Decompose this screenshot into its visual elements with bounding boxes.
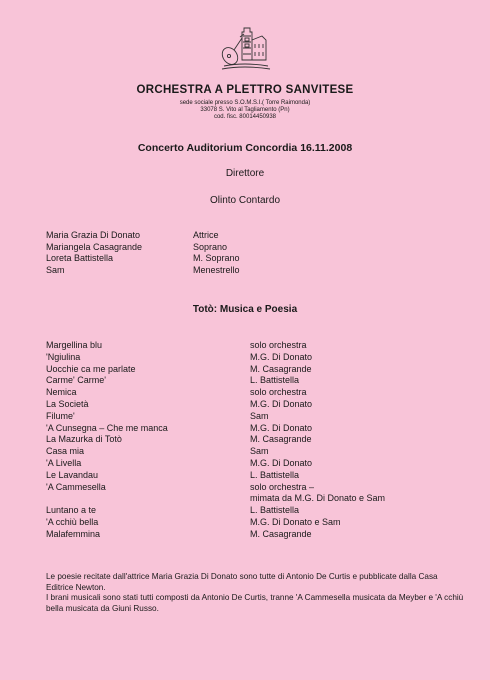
song-title: Malafemmina xyxy=(46,528,101,539)
song-title: La Società xyxy=(46,398,89,409)
spacer xyxy=(46,493,168,505)
song-title: Le Lavandau xyxy=(46,469,99,480)
address-line: 33078 S. Vito al Tagliamento (Pn) xyxy=(200,107,290,113)
footer-notes xyxy=(46,572,466,614)
song-title: Luntano a te xyxy=(46,505,97,516)
fiscal-code: cod. fisc. 80014450938 xyxy=(213,114,277,120)
song-title: 'A Livella xyxy=(46,457,82,468)
song-performer: M. Casagrande xyxy=(250,528,312,539)
program-performers-column xyxy=(250,340,385,541)
address-line: sede sociale presso S.O.M.S.I.( Torre Raimonda) xyxy=(179,100,311,106)
song-performer: mimata da M.G. Di Donato e Sam xyxy=(250,493,386,504)
song-title: 'Ngiulina xyxy=(46,351,81,362)
song-performer: M. Casagrande xyxy=(250,434,312,445)
song-title: La Mazurka di Totò xyxy=(46,434,122,445)
song-performer: M.G. Di Donato e Sam xyxy=(250,516,341,527)
organization-name: ORCHESTRA A PLETTRO SANVITESE xyxy=(136,84,354,96)
cast-name: Mariangela Casagrande xyxy=(46,241,143,252)
song-performer: L. Battistella xyxy=(250,375,300,386)
song-performer: M.G. Di Donato xyxy=(250,398,313,409)
cast-role: M. Soprano xyxy=(193,253,240,263)
song-performer: M.G. Di Donato xyxy=(250,422,313,433)
song-performer: M. Casagrande xyxy=(250,363,312,374)
cast-role: Menestrello xyxy=(193,264,240,275)
cast-name: Maria Grazia Di Donato xyxy=(46,230,141,240)
song-title: 'A Cunsegna – Che me manca xyxy=(46,422,168,433)
cast-role: Attrice xyxy=(193,230,219,240)
song-title: 'A Cammesella xyxy=(46,481,106,492)
song-title: Carme' Carme' xyxy=(46,375,106,386)
program-titles-column xyxy=(46,340,168,541)
song-performer: solo orchestra xyxy=(250,340,307,350)
concert-title: Concerto Auditorium Concordia 16.11.2008 xyxy=(137,142,353,154)
show-title: Totò: Musica e Poesia xyxy=(192,304,298,315)
song-performer: M.G. Di Donato xyxy=(250,351,313,362)
song-title: Casa mia xyxy=(46,446,85,457)
song-performer: L. Battistella xyxy=(250,469,300,480)
cast-name: Loreta Battistella xyxy=(46,253,114,263)
director-label: Direttore xyxy=(225,168,265,179)
song-title: Uocchie ca me parlate xyxy=(46,363,136,374)
tower-musician-logo-icon xyxy=(216,26,274,74)
song-performer: L. Battistella xyxy=(250,505,300,516)
song-performer: solo orchestra – xyxy=(250,481,315,492)
song-title: Margellina blu xyxy=(46,340,103,350)
footer-paragraph: I brani musicali sono stati tutti composti da Antonio De Curtis, tranne 'A Cammesella musicata da Meyber e 'A cchiù bella musicata da Giuni Russo. xyxy=(46,593,464,613)
director-name: Olinto Contardo xyxy=(209,195,281,206)
cast-name: Sam xyxy=(46,264,65,275)
song-performer: M.G. Di Donato xyxy=(250,457,313,468)
song-performer: solo orchestra xyxy=(250,387,307,398)
footer-paragraph: Le poesie recitate dall'attrice Maria Grazia Di Donato sono tutte di Antonio De Curtis e pubblicate dalla Casa Editrice Newton. xyxy=(46,572,438,592)
song-performer: Sam xyxy=(250,410,269,421)
song-title: Filume' xyxy=(46,410,75,421)
song-title: 'A cchiù bella xyxy=(46,516,99,527)
song-title: Nemica xyxy=(46,387,77,398)
cast-role: Soprano xyxy=(193,241,228,252)
song-performer: Sam xyxy=(250,446,269,457)
cast-names-column xyxy=(46,230,142,276)
cast-roles-column xyxy=(193,230,240,276)
